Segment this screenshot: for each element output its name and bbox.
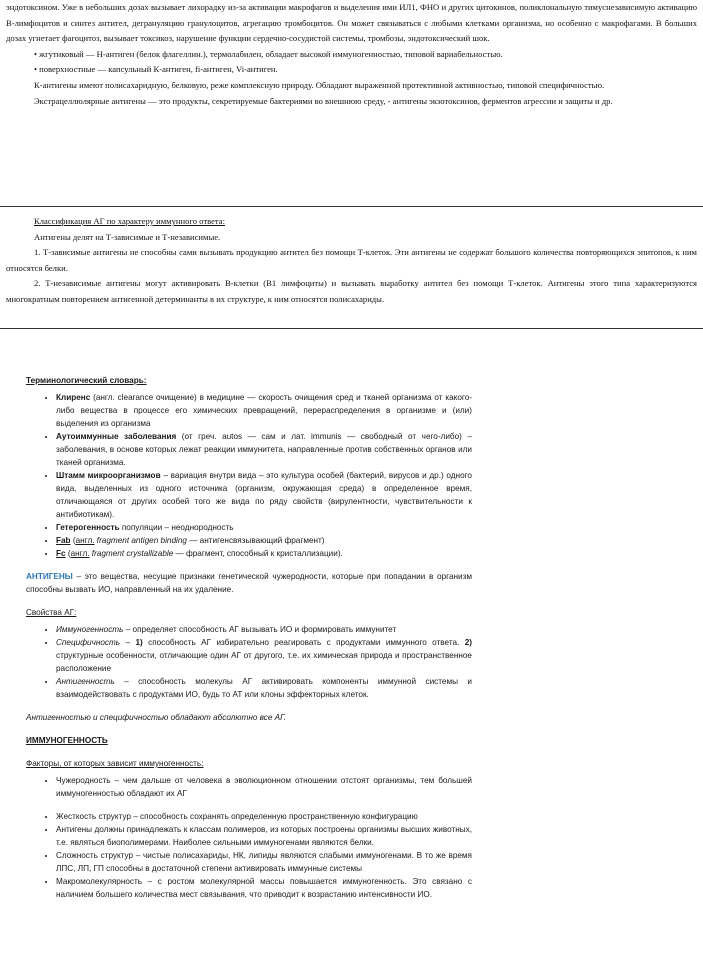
- glossary-list: [26, 391, 472, 560]
- property-item: • Специфичность – 1) способность АГ избирательно реагировать с продуктами иммунного ответа. 2) структурные особенности, отличающие один АГ от другого, т.е. их химическая природа и пространственное расположение: [56, 636, 472, 675]
- factor-item: • Сложность структур – чистые полисахариды, НК, липиды являются слабыми иммуногенами. В то же время ЛПС, ЛП, ГП способны в достаточной степени активировать иммунные системы: [56, 849, 472, 875]
- glossary-abbr: англ.: [75, 536, 95, 545]
- glossary-term: Штамм микроорганизмов: [56, 471, 161, 480]
- antigens-text: – это вещества, несущие признаки генетической чужеродности, которые при попадании в организм способны вызвать ИО, направленный на их удаление.: [26, 572, 472, 594]
- property-item: [56, 675, 472, 701]
- glossary-definition: (от греч. autos — сам и лат. immunis — свободный от чего-либо) – заболевания, в основе которых лежат реакции иммунитета, направленные против собственных органов или тканей организма.: [56, 432, 472, 467]
- property-term: Антигенность: [56, 677, 115, 686]
- glossary-definition: (англ. clearance очищение) в медицине — скорость очищения сред и тканей организма от какого-либо вещества в процессе его химических превращений, перераспределения в организме и (или) выделения из организма: [56, 393, 472, 428]
- glossary-definition: – вариация внутри вида – это культура особей (бактерий, вирусов и др.) одного вида, выделенных из одного источника (организм, окружающая среда) в определенное время, отличающаяся от других особей того же вида по ряду свойств (вирулентности, чувствительности к антибиотикам).: [56, 471, 472, 519]
- property-number: 2): [464, 638, 472, 647]
- glossary-term: Гетерогенность: [56, 523, 120, 532]
- classification-intro: Антигены делят на Т-зависимые и Т-независимые.: [34, 231, 221, 242]
- glossary-definition: популяции – неоднородность: [119, 523, 234, 532]
- glossary-item: [56, 521, 472, 534]
- immunogenicity-title: ИММУНОГЕННОСТЬ: [26, 736, 108, 745]
- divider: [0, 206, 703, 207]
- section-antigens: [26, 374, 472, 901]
- glossary-abbr: англ.: [70, 549, 90, 558]
- bullet-flagellar: • жгутиковый — Н-антиген (белок флагеллин.), термолабилен, обладает высокой иммуногенностью, типовой вариабельностью.: [34, 48, 503, 59]
- antigens-term: АНТИГЕНЫ: [26, 572, 73, 581]
- property-definition: – определяет способность АГ вызывать ИО и формировать иммунитет: [123, 625, 397, 634]
- divider: [0, 328, 703, 329]
- glossary-definition: — фрагмент, способный к кристаллизации).: [173, 549, 343, 558]
- glossary-item: [56, 469, 472, 521]
- glossary-english: fragment antigen binding: [96, 536, 187, 545]
- property-definition: структурные особенности, отличающие один АГ от другого, т.е. их химическая природа и пространственное расположение: [56, 651, 472, 673]
- glossary-definition: — антигенсвязывающий фрагмент): [186, 536, 325, 545]
- glossary-item-fc: • Fc (англ. fragment crystallizable — фрагмент, способный к кристаллизации).: [56, 547, 472, 560]
- factors-list: [26, 774, 472, 800]
- property-term: Иммуногенность: [56, 625, 124, 634]
- glossary-item-fab: • Fab (англ. fragment antigen binding — антигенсвязывающий фрагмент): [56, 534, 472, 547]
- classification-heading: Классификация АГ по характеру иммунного ответа:: [34, 216, 225, 226]
- section-classification: [0, 214, 703, 308]
- property-definition: – способность молекулы АГ активировать компоненты иммунной системы и взаимодействовать с продуктами ИО, будь то АТ или клоны эффекторных клеток.: [56, 677, 472, 699]
- paragraph-extracellular: Экстрацеллюлярные антигены — это продукты, секретируемые бактериями во внешнюю среду, - антигены экзотоксинов, ферментов агрессии и защиты и др.: [34, 95, 613, 106]
- glossary-term: Клиренс: [56, 393, 91, 402]
- properties-title: Свойства АГ:: [26, 608, 77, 617]
- antigens-definition: [26, 570, 472, 596]
- property-item: [56, 623, 472, 636]
- t-dependent-paragraph: 1. Т-зависимые антигены не способны сами вызывать продукцию антител без помощи Т-клеток. Эти антигены не содержат большого количества повторяющихся эпитопов, к ним относятся белки.: [6, 247, 697, 273]
- glossary-term: Аутоиммунные заболевания: [56, 432, 177, 441]
- factor-item: • Жесткость структур – способность сохранять определенную пространственную конфигурацию: [56, 810, 472, 823]
- glossary-term: Fc: [56, 549, 66, 558]
- factor-item: • Чужеродность – чем дальше от человека в эволюционном отношении отстоят организмы, тем большей иммуногенностью обладают их АГ: [56, 774, 472, 800]
- factor-item: • Антигены должны принадлежать к классам полимеров, из которых построены организмы высших животных, т.е. являться биополимерами. Наиболее сильными иммуногенами являются белки.: [56, 823, 472, 849]
- factors-list-continued: [26, 810, 472, 901]
- factors-title: Факторы, от которых зависит иммуногенность:: [26, 759, 204, 768]
- glossary-item: [56, 391, 472, 430]
- glossary-term: Fab: [56, 536, 71, 545]
- properties-note: Антигенностью и специфичностью обладают абсолютно все АГ.: [26, 713, 287, 722]
- t-independent-paragraph: 2. Т-независимые антигены могут активировать В-клетки (В1 лимфоциты) и вызывать выработку антител без помощи Т-клеток. Антигены этого типа характеризуются многократным повторением антигенной детерминанты в их структуре, к ним относятся полисахариды.: [6, 278, 697, 304]
- paragraph-endotoxin: эндотоксином. Уже в небольших дозах вызывает лихорадку из-за активации макрофагов и выделения ими ИЛ1, ФНО и других цитокинов, поликлональную тимуснезависимую активацию В-лимфоцитов и синтез антител, дегрануляцию гранулоцитов, агрегацию тромбоцитов. Он может связываться с любыми клетками организма, но особенно с макрофагами. В больших дозах угнетает фагоцитоз, вызывает токсикоз, нарушение функции сердечно-сосудистой системы, тромбозы, эндотоксический шок.: [6, 2, 697, 44]
- glossary-english: fragment crystallizable: [91, 549, 174, 558]
- bullet-surface: • поверхностные — капсульный К-антиген, fi-антиген, Vi-антиген.: [34, 64, 278, 75]
- property-definition: способность АГ избирательно реагировать с продуктами иммунного ответа.: [142, 638, 465, 647]
- paragraph-k-antigens: К-антигены имеют полисахаридную, белковую, реже комплексную природу. Обладают выраженной протективной активностью, типовой специфичностью.: [34, 79, 605, 90]
- glossary-item: [56, 430, 472, 469]
- property-number: 1): [135, 638, 143, 647]
- property-term: Специфичность: [56, 638, 121, 647]
- glossary-title: Терминологический словарь:: [26, 376, 147, 385]
- factor-item: • Макромолекулярность – с ростом молекулярной массы повышается иммуногенность. Это связано с наличием большего количества мест связывания, что приводит к возрастанию интенсивности ИО.: [56, 875, 472, 901]
- section-endotoxin: [0, 0, 703, 109]
- properties-list: [26, 623, 472, 701]
